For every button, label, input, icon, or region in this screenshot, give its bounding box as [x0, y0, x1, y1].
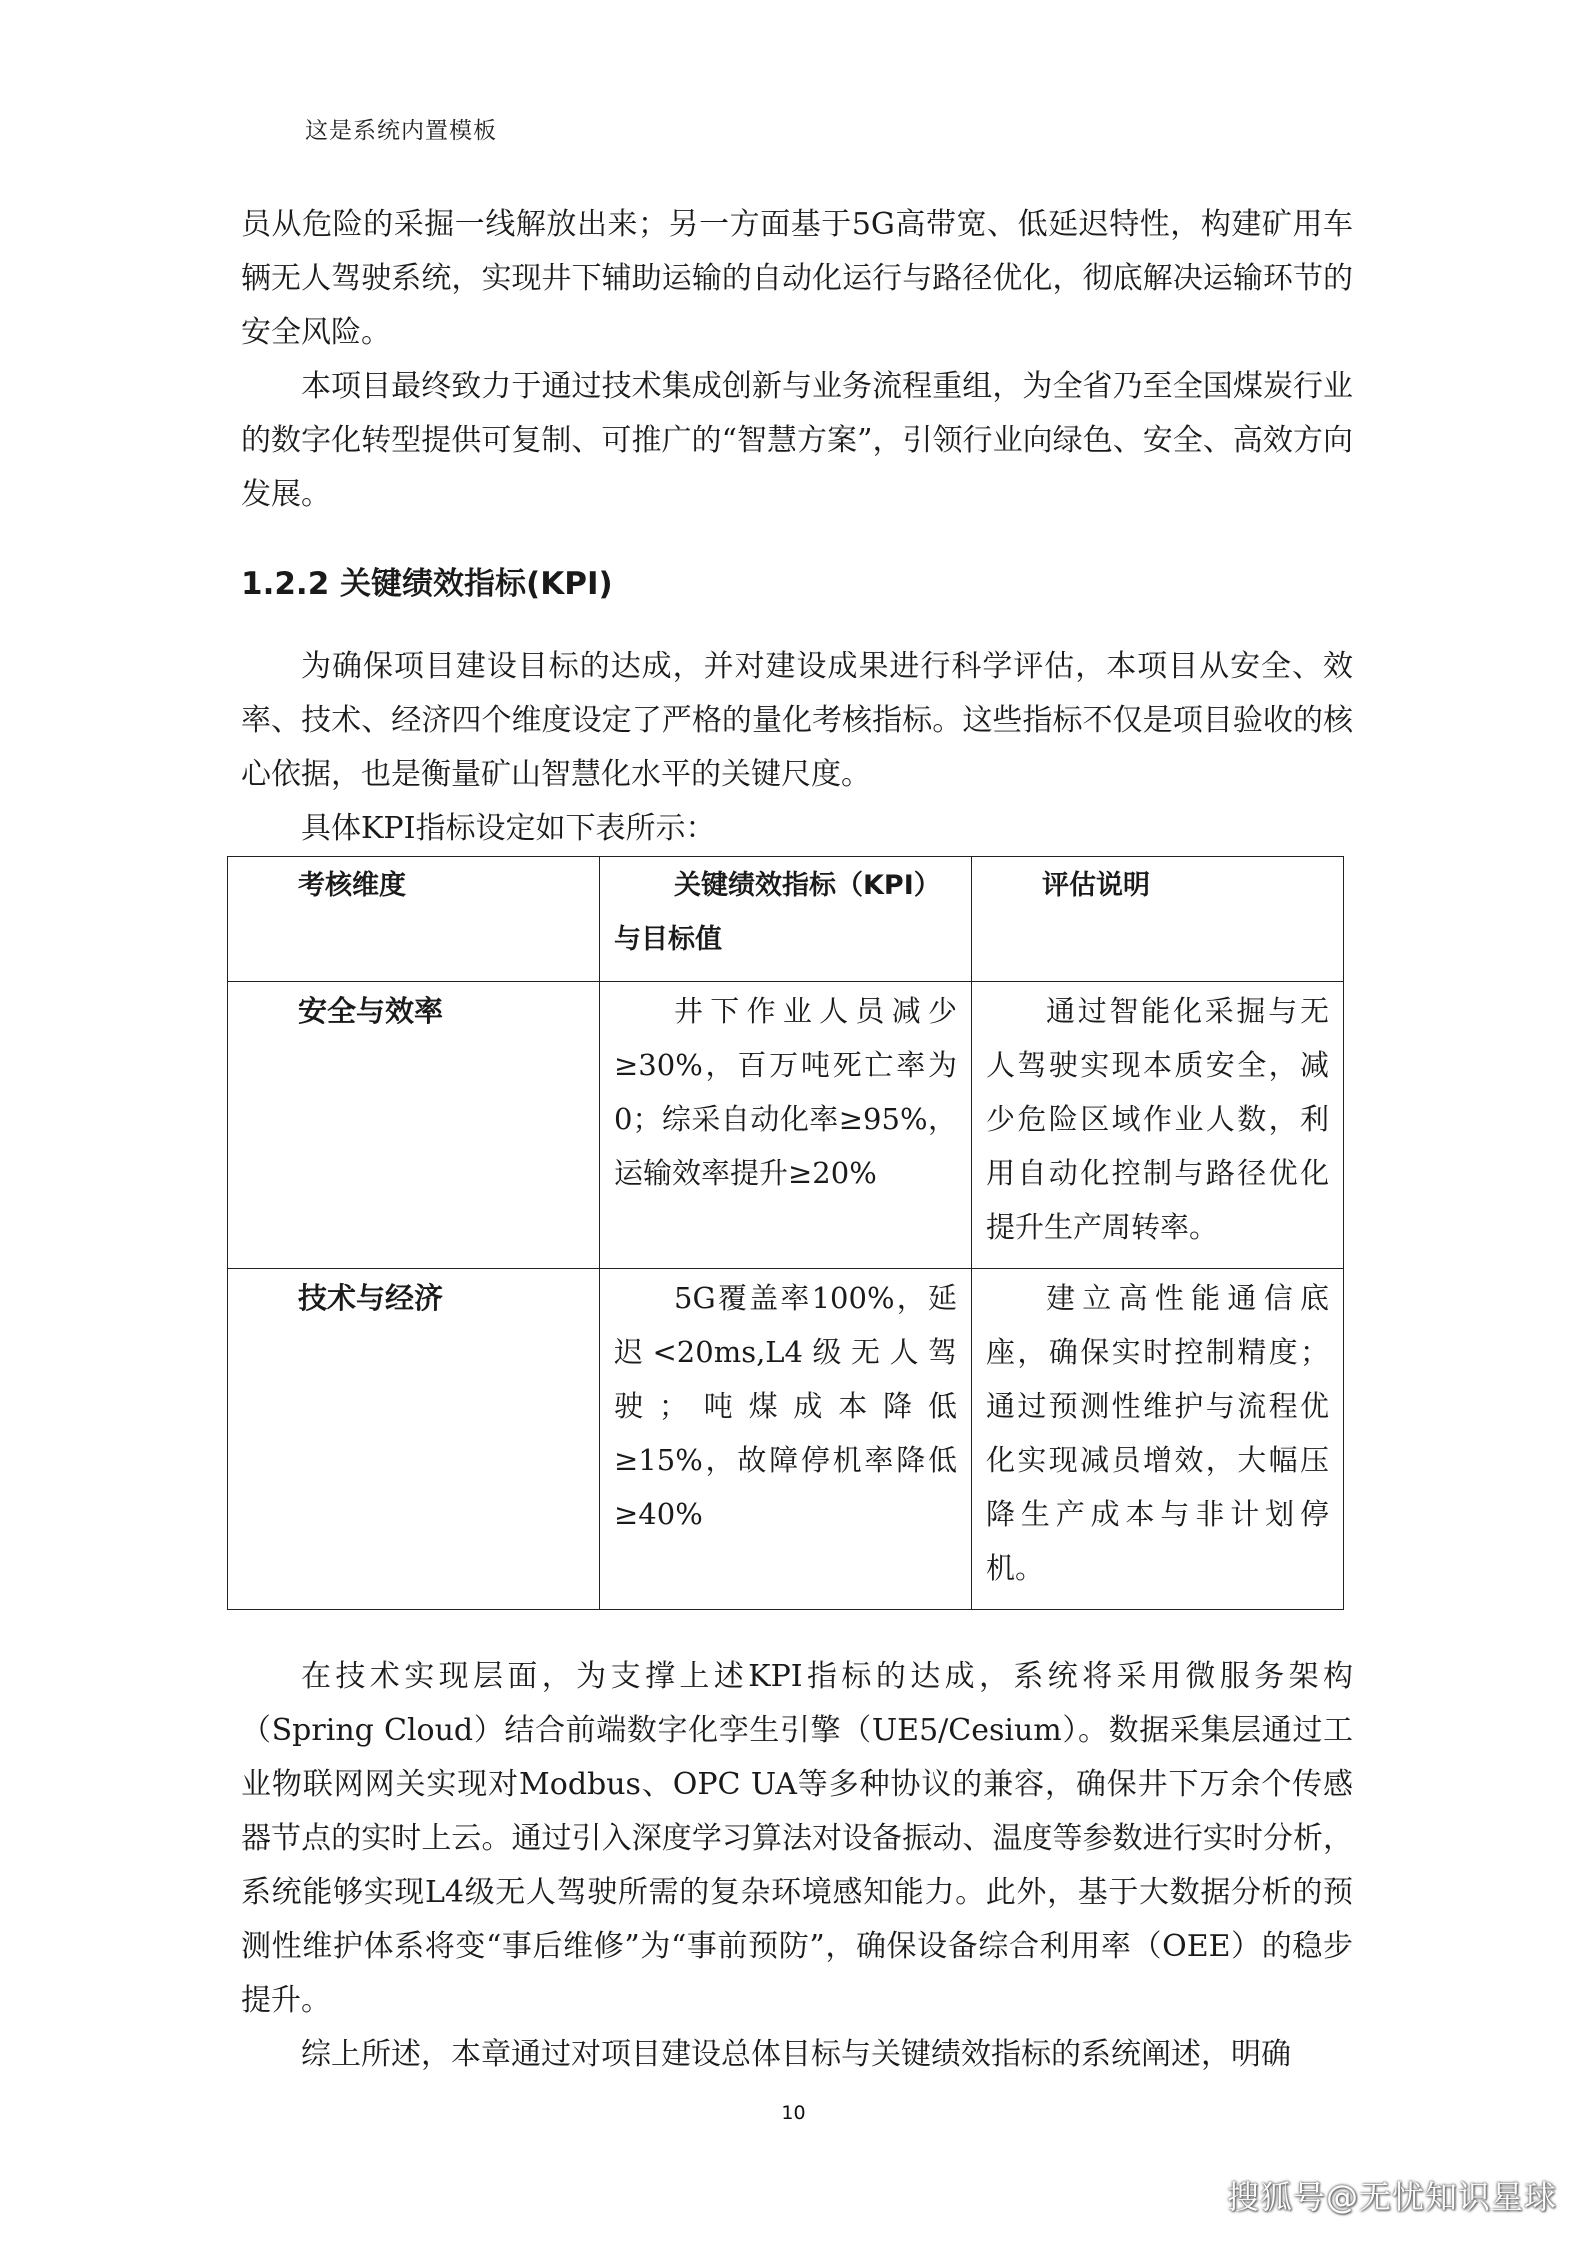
paragraph-summary: 综上所述，本章通过对项目建设总体目标与关键绩效指标的系统阐述，明确 — [301, 2037, 1291, 2072]
paragraph-kpi-intro: 为确保项目建设目标的达成，并对建设成果进行科学评估，本项目从安全、效率、技术、经济四个维度设定了严格的量化考核指标。这些指标不仅是项目验收的核心依据，也是衡量矿山智慧化水平的关键尺度。 — [241, 649, 1353, 792]
table-header-note: 评估说明 — [972, 857, 1344, 982]
table-row — [228, 1269, 1344, 1610]
page-header: 这是系统内置模板 — [305, 118, 497, 144]
table-cell-note: 通过智能化采掘与无人驾驶实现本质安全，减少危险区域作业人数，利用自动化控制与路径优化提升生产周转率。 — [972, 982, 1344, 1269]
paragraph-table-caption: 具体KPI指标设定如下表所示： — [301, 811, 716, 846]
table-cell-dimension: 技术与经济 — [228, 1269, 600, 1610]
table-cell-kpi: 5G覆盖率100%，延迟<20ms,L4级无人驾驶；吨煤成本降低≥15%，故障停机率降低≥40% — [600, 1269, 972, 1610]
table-header-kpi: 关键绩效指标（KPI）与目标值 — [600, 857, 972, 982]
kpi-table — [227, 856, 1344, 1610]
table-cell-kpi: 井下作业人员减少≥30%，百万吨死亡率为0；综采自动化率≥95%，运输效率提升≥20% — [600, 982, 972, 1269]
paragraph-technical: 在技术实现层面，为支撑上述KPI指标的达成，系统将采用微服务架构（Spring Cloud）结合前端数字化孪生引擎（UE5/Cesium）。数据采集层通过工业物联网网关实现对Modbus、OPC UA等多种协议的兼容，确保井下万余个传感器节点的实时上云。通过引入深度学习算法对设备振动、温度等参数进行实时分析，系统能够实现L4级无人驾驶所需的复杂环境感知能力。此外，基于大数据分析的预测性维护体系将变“事后维修”为“事前预防”，确保设备综合利用率（OEE）的稳步提升。 — [241, 1659, 1353, 2018]
table-header-dimension: 考核维度 — [228, 857, 600, 982]
paragraph-continuation: 员从危险的采掘一线解放出来；另一方面基于5G高带宽、低延迟特性，构建矿用车辆无人驾驶系统，实现井下辅助运输的自动化运行与路径优化，彻底解决运输环节的安全风险。 — [241, 207, 1353, 350]
table-header-row — [228, 857, 1344, 982]
page-number: 10 — [781, 2102, 806, 2124]
section-heading: 1.2.2 关键绩效指标(KPI) — [241, 566, 613, 602]
table-row — [228, 982, 1344, 1269]
table-cell-dimension: 安全与效率 — [228, 982, 600, 1269]
document-body — [241, 198, 1353, 2082]
paragraph-project-goal: 本项目最终致力于通过技术集成创新与业务流程重组，为全省乃至全国煤炭行业的数字化转型提供可复制、可推广的“智慧方案”，引领行业向绿色、安全、高效方向发展。 — [241, 369, 1353, 512]
table-cell-note: 建立高性能通信底座，确保实时控制精度；通过预测性维护与流程优化实现减员增效，大幅压降生产成本与非计划停机。 — [972, 1269, 1344, 1610]
watermark: 搜狐号@无忧知识星球 — [1226, 2178, 1557, 2216]
